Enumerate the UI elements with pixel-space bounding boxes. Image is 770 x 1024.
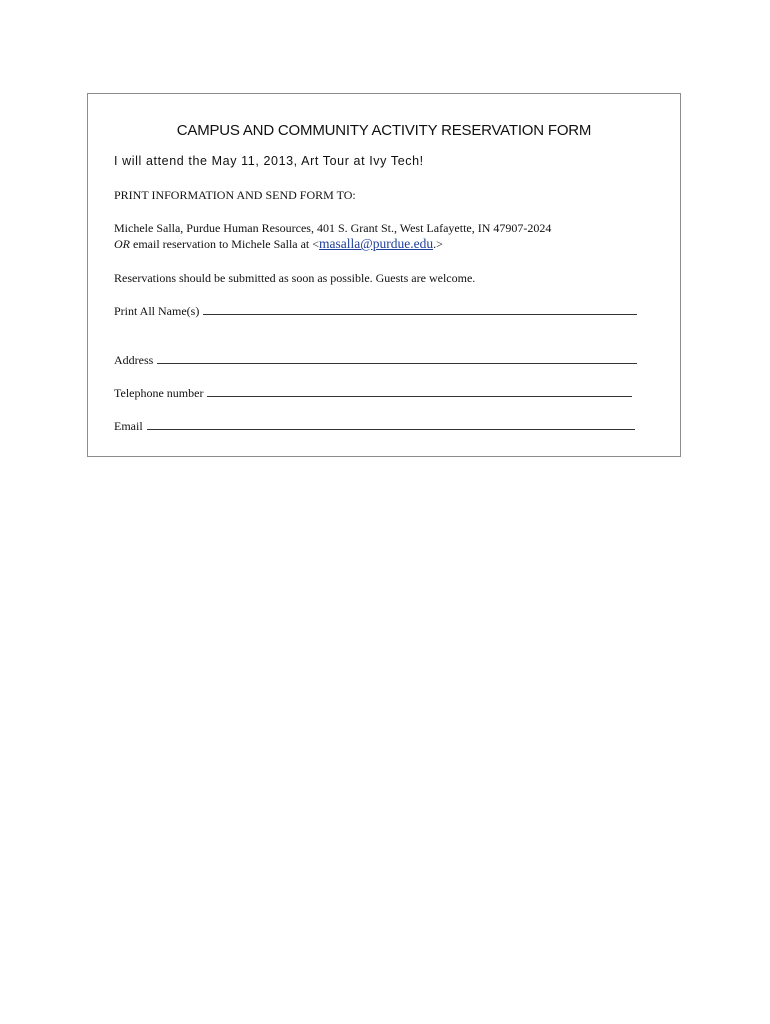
names-input-line[interactable] — [203, 304, 637, 315]
email-suffix-text: .> — [433, 237, 443, 251]
telephone-field — [114, 386, 632, 401]
reservation-form — [87, 93, 681, 457]
names-label: Print All Name(s) — [114, 304, 200, 318]
email-prefix-text: email reservation to Michele Salla at < — [130, 237, 320, 251]
telephone-label: Telephone number — [114, 386, 204, 400]
reservation-note: Reservations should be submitted as soon as possible. Guests are welcome. — [114, 271, 476, 285]
attend-statement: I will attend the May 11, 2013, Art Tour at Ivy Tech! — [114, 154, 424, 168]
email-label: Email — [114, 419, 143, 433]
mailing-address: Michele Salla, Purdue Human Resources, 401 S. Grant St., West Lafayette, IN 47907-2024 — [114, 221, 552, 235]
names-field — [114, 304, 637, 319]
email-field — [114, 419, 635, 434]
address-field — [114, 353, 637, 368]
or-emphasis: OR — [114, 237, 130, 251]
email-instruction — [114, 236, 443, 252]
form-title: CAMPUS AND COMMUNITY ACTIVITY RESERVATION FORM — [176, 122, 592, 139]
send-to-heading: PRINT INFORMATION AND SEND FORM TO: — [114, 188, 356, 202]
telephone-input-line[interactable] — [207, 386, 632, 397]
address-input-line[interactable] — [157, 353, 637, 364]
email-input-line[interactable] — [147, 419, 635, 430]
address-label: Address — [114, 353, 154, 367]
email-link[interactable]: masalla@purdue.edu — [319, 236, 434, 251]
